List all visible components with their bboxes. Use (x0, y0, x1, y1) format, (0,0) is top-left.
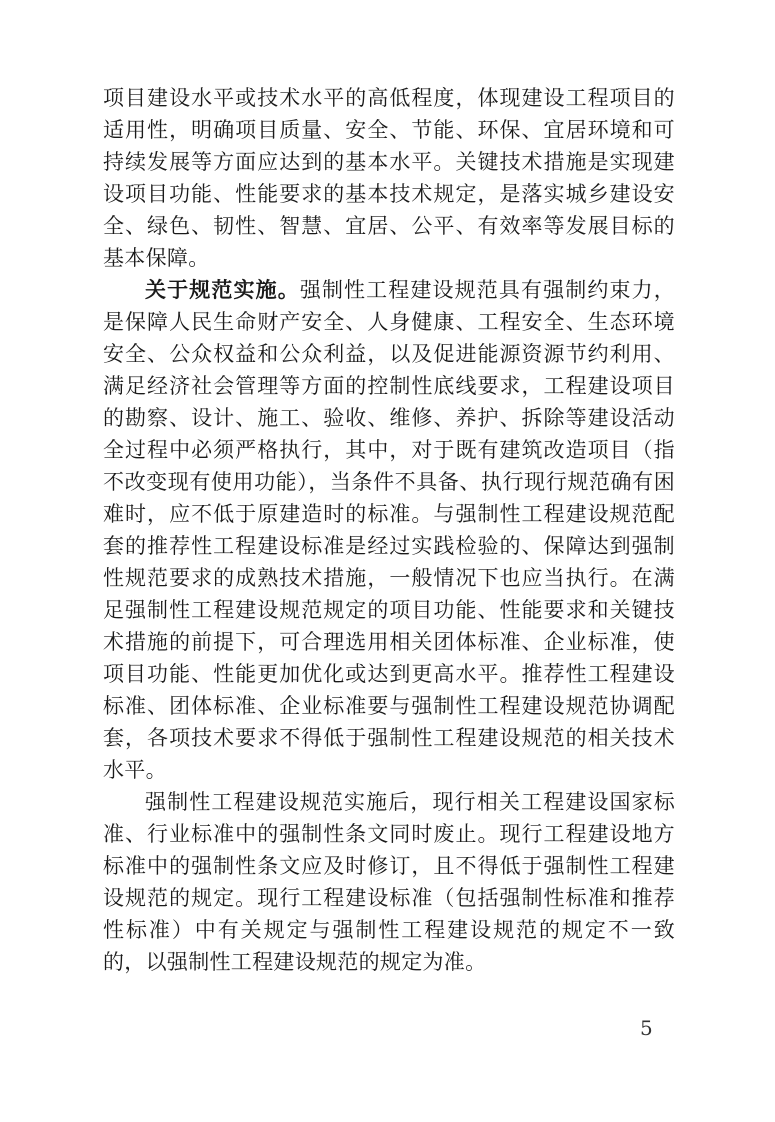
paragraph-lead-heading: 关于规范实施。 (145, 278, 300, 302)
paragraph-implementation (103, 274, 675, 786)
paragraph-text: 强制性工程建设规范实施后，现行相关工程建设国家标准、行业标准中的强制性条文同时废止。现行工程建设地方标准中的强制性条文应及时修订，且不得低于强制性工程建设规范的规定。现行工程建设标准（包括强制性标准和推荐性标准）中有关规定与强制性工程建设规范的规定不一致的，以强制性工程建设规范的规定为准。 (103, 790, 675, 974)
paragraph-continuation (103, 82, 675, 274)
document-body (103, 82, 675, 978)
paragraph-abolition (103, 786, 675, 978)
paragraph-text: 强制性工程建设规范具有强制约束力，是保障人民生命财产安全、人身健康、工程安全、生态环境安全、公众权益和公众利益，以及促进能源资源节约利用、满足经济社会管理等方面的控制性底线要求，工程建设项目的勘察、设计、施工、验收、维修、养护、拆除等建设活动全过程中必须严格执行，其中，对于既有建筑改造项目（指不改变现有使用功能），当条件不具备、执行现行规范确有困难时，应不低于原建造时的标准。与强制性工程建设规范配套的推荐性工程建设标准是经过实践检验的、保障达到强制性规范要求的成熟技术措施，一般情况下也应当执行。在满足强制性工程建设规范规定的项目功能、性能要求和关键技术措施的前提下，可合理选用相关团体标准、企业标准，使项目功能、性能更加优化或达到更高水平。推荐性工程建设标准、团体标准、企业标准要与强制性工程建设规范协调配套，各项技术要求不得低于强制性工程建设规范的相关技术水平。 (103, 278, 675, 782)
paragraph-text: 项目建设水平或技术水平的高低程度，体现建设工程项目的适用性，明确项目质量、安全、节能、环保、宜居环境和可持续发展等方面应达到的基本水平。关键技术措施是实现建设项目功能、性能要求的基本技术规定，是落实城乡建设安全、绿色、韧性、智慧、宜居、公平、有效率等发展目标的基本保障。 (103, 86, 675, 270)
page-number: 5 (640, 1016, 653, 1040)
